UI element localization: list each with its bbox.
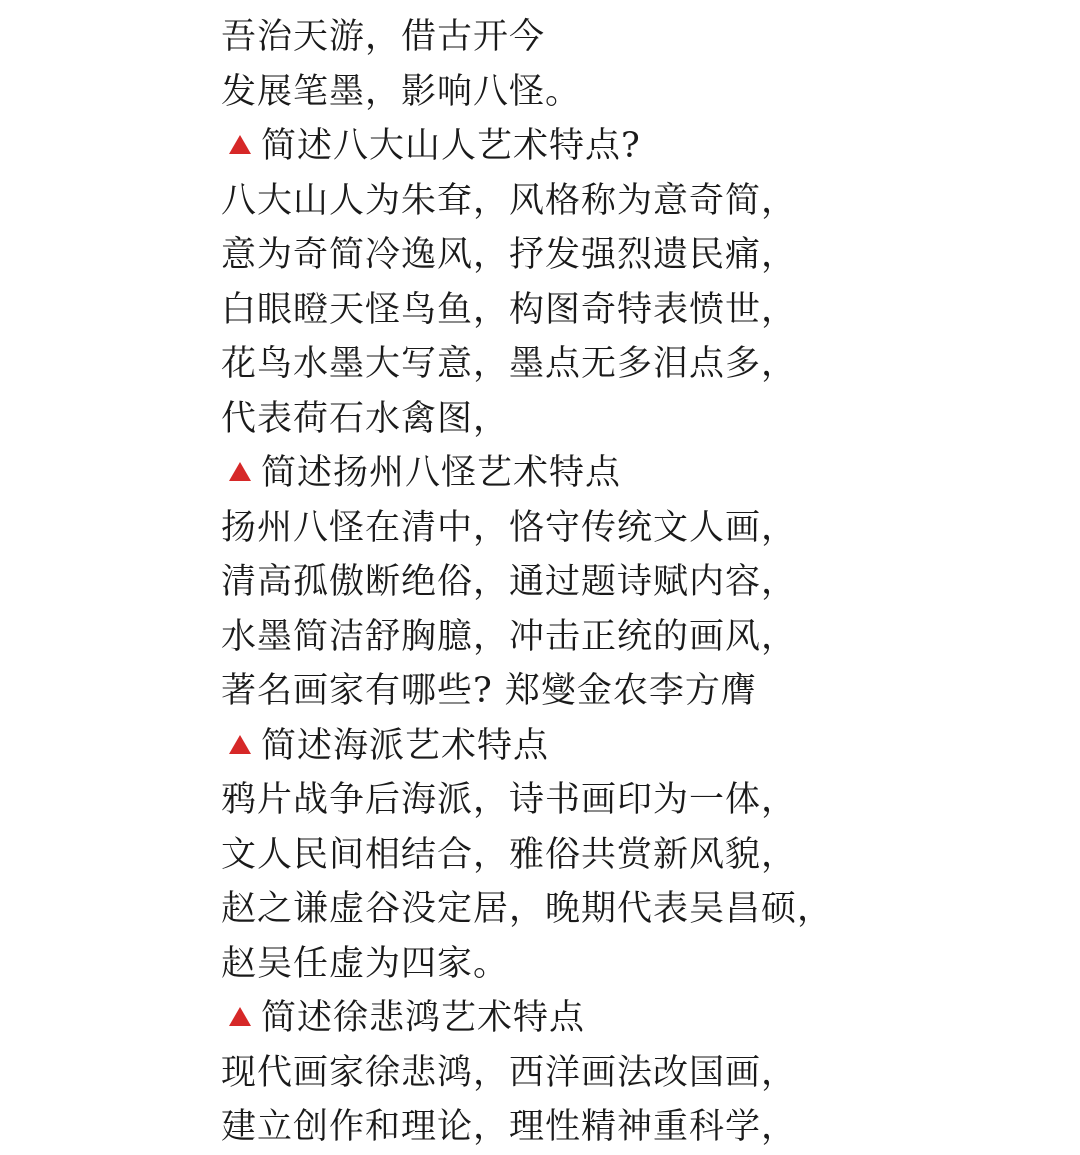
text-line (0, 65, 1080, 120)
text-line-content: 发展笔墨，影响八怪。 (221, 71, 582, 112)
document-body (0, 10, 1080, 1155)
text-line (0, 501, 1080, 556)
text-line-content: 赵吴任虚为四家。 (221, 943, 510, 984)
text-line (0, 228, 1080, 283)
text-line (0, 283, 1080, 338)
text-line-content: 现代画家徐悲鸿，西洋画法改国画， (221, 1052, 798, 1093)
section-heading (0, 446, 1080, 501)
text-line (0, 610, 1080, 665)
section-heading-text: 简述扬州八怪艺术特点 (261, 453, 622, 493)
text-line (0, 392, 1080, 447)
text-line (0, 1046, 1080, 1101)
text-line (0, 882, 1080, 937)
text-line-content: 赵之谦虚谷没定居，晚期代表吴昌硕， (221, 889, 834, 929)
text-line-content: 白眼瞪天怪鸟鱼，构图奇特表愤世， (221, 289, 798, 330)
text-line (0, 337, 1080, 392)
section-heading-text: 简述八大山人艺术特点? (261, 126, 641, 166)
text-line-content: 鸦片战争后海派，诗书画印为一体， (221, 780, 798, 820)
text-line (0, 828, 1080, 883)
text-line-content: 清高孤傲断绝俗，通过题诗赋内容， (221, 562, 798, 602)
text-line (0, 773, 1080, 828)
red-triangle-icon (229, 1007, 251, 1026)
text-line (0, 1100, 1080, 1155)
text-line-content: 吾治天游，借古开今 (221, 17, 546, 57)
text-line-content: 花鸟水墨大写意，墨点无多泪点多， (221, 344, 798, 384)
red-triangle-icon (229, 135, 251, 154)
section-heading (0, 991, 1080, 1046)
text-line-content: 著名画家有哪些? 郑燮金农李方膺 (221, 671, 757, 711)
red-triangle-icon (229, 462, 251, 481)
text-line (0, 664, 1080, 719)
text-line (0, 555, 1080, 610)
red-triangle-icon (229, 735, 251, 754)
section-heading-text: 简述徐悲鸿艺术特点 (261, 998, 586, 1038)
text-line (0, 937, 1080, 992)
text-line-content: 八大山人为朱耷，风格称为意奇简， (221, 180, 798, 221)
section-heading-text: 简述海派艺术特点 (261, 725, 550, 766)
text-line-content: 意为奇简冷逸风，抒发强烈遗民痛， (221, 235, 798, 275)
section-heading (0, 719, 1080, 774)
text-line-content: 水墨简洁舒胸臆，冲击正统的画风， (221, 616, 798, 657)
text-line (0, 10, 1080, 65)
text-line-content: 文人民间相结合，雅俗共赏新风貌， (221, 834, 798, 875)
text-line-content: 建立创作和理论，理性精神重科学， (221, 1107, 798, 1147)
text-line (0, 174, 1080, 229)
text-line-content: 代表荷石水禽图， (221, 398, 510, 439)
section-heading (0, 119, 1080, 174)
text-line-content: 扬州八怪在清中，恪守传统文人画， (221, 507, 798, 548)
